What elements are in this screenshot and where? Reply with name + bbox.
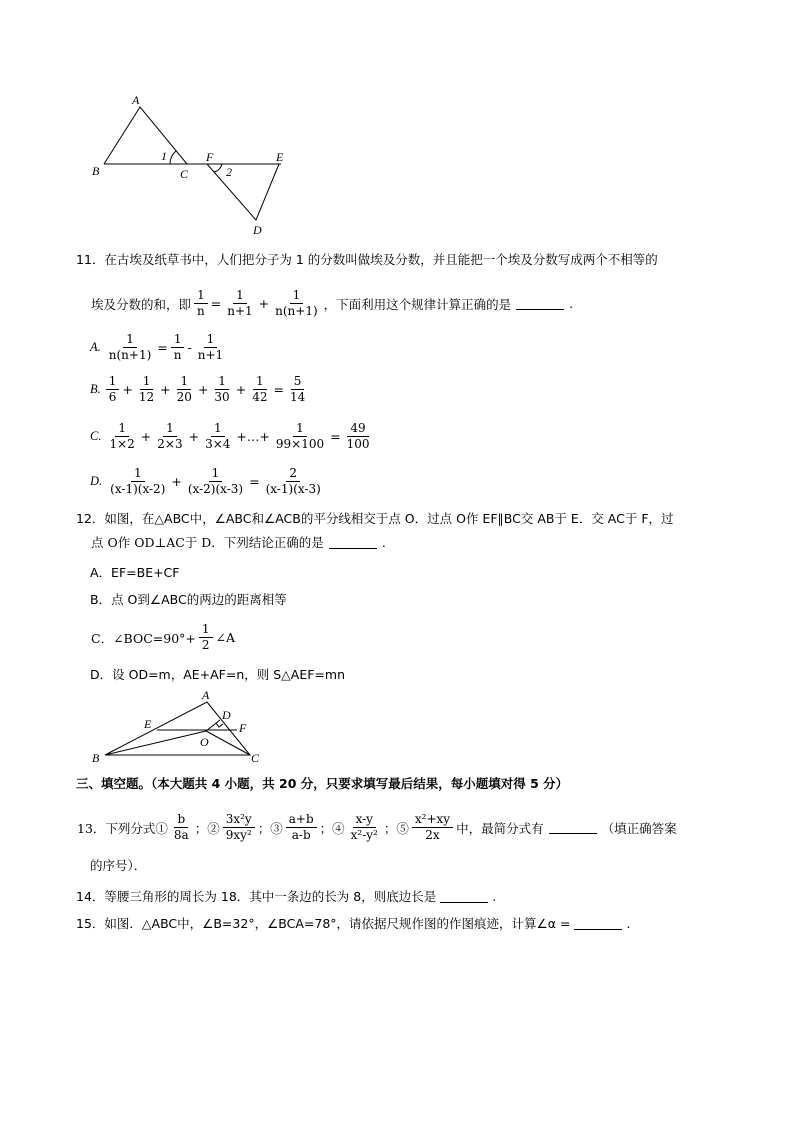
- math-text: ；⑤: [383, 820, 409, 836]
- math-text: =: [249, 474, 260, 489]
- q12-option-d: D．设 OD=m，AE+AF=n，则 S△AEF=mn: [90, 667, 346, 682]
- q15: [76, 914, 630, 932]
- option-label: C.: [90, 429, 102, 443]
- answer-blank[interactable]: [549, 821, 597, 834]
- denominator: 8a: [173, 828, 189, 842]
- answer-blank[interactable]: [516, 297, 564, 310]
- answer-blank[interactable]: [574, 917, 622, 930]
- denominator: n: [197, 304, 205, 318]
- q13-line2: 的序号）．: [90, 858, 147, 873]
- numerator: 3x²y: [223, 812, 255, 828]
- denominator: 99×100: [275, 437, 325, 451]
- q12-option-a: A．EF=BE+CF: [90, 565, 180, 580]
- denominator: n+1: [227, 304, 253, 318]
- fraction: [154, 421, 185, 452]
- math-text: .: [381, 534, 386, 550]
- fraction: [106, 421, 137, 452]
- denominator: 30: [214, 390, 230, 404]
- numerator: 2: [286, 466, 300, 482]
- figure-angles: [0, 0, 794, 240]
- fraction: [171, 812, 192, 843]
- fraction: [211, 374, 232, 405]
- numerator: 1: [199, 622, 213, 638]
- denominator: 1×2: [109, 437, 135, 451]
- fraction: [195, 332, 226, 363]
- q12-option-c: [90, 622, 236, 653]
- math-text: .: [569, 296, 574, 311]
- fraction: [224, 288, 255, 319]
- denominator: 2×3: [157, 437, 183, 451]
- q12-line2: [90, 533, 387, 551]
- q14: [76, 887, 496, 905]
- q15-end: .: [626, 915, 631, 931]
- fraction: [106, 374, 120, 405]
- math-text: ∠A: [215, 630, 236, 645]
- denominator: 100: [346, 437, 370, 451]
- fraction: [273, 421, 327, 452]
- label-E: E: [144, 717, 152, 731]
- math-text: =: [210, 296, 222, 311]
- denominator: n(n+1): [275, 304, 318, 318]
- fraction: [107, 466, 168, 497]
- numerator: 1: [106, 374, 120, 390]
- math-text: =: [330, 429, 341, 444]
- fraction: [272, 288, 321, 319]
- fraction: [199, 622, 213, 653]
- q12-option-b: B．点 O到∠ABC的两边的距离相等: [90, 592, 287, 607]
- fraction: [287, 374, 308, 405]
- denominator: a-b: [291, 828, 311, 842]
- denominator: 2x: [425, 828, 440, 842]
- label-D: D: [253, 223, 262, 237]
- numerator: 1: [293, 421, 307, 437]
- denominator: 6: [108, 390, 117, 404]
- q12-line1: 12．如图，在△ABC中，∠ABC和∠ACB的平分线相交于点 O．过点 O作 EF∥BC交 AB于 E．交 AC于 F，过: [76, 511, 674, 526]
- denominator: (x-1)(x-3): [265, 482, 321, 496]
- math-text: +: [171, 474, 182, 489]
- label-A: A: [202, 688, 210, 702]
- math-text: ；②: [194, 820, 220, 836]
- fraction: [249, 374, 270, 405]
- numerator: 1: [177, 374, 191, 390]
- label-F: F: [239, 721, 247, 735]
- denominator: 20: [176, 390, 192, 404]
- numerator: 1: [194, 288, 208, 304]
- q11-option-c: [90, 421, 375, 452]
- math-text: C．∠BOC=90°+: [91, 630, 196, 646]
- numerator: 1: [115, 421, 129, 437]
- q11-line1: 11．在古埃及纸草书中，人们把分子为 1 的分数叫做埃及分数，并且能把一个埃及分数写成两个不相等的: [76, 252, 658, 267]
- angle-2-label: 2: [226, 165, 232, 179]
- numerator: 1: [131, 466, 145, 482]
- numerator: x²+xy: [412, 812, 453, 828]
- denominator: n(n+1): [108, 348, 152, 362]
- label-C: C: [180, 167, 189, 181]
- denominator: 9xy²: [225, 828, 252, 842]
- numerator: 1: [211, 421, 225, 437]
- denominator: (x-2)(x-3): [187, 482, 244, 496]
- label-D: D: [222, 708, 231, 722]
- numerator: 5: [291, 374, 305, 390]
- math-text: +: [122, 382, 133, 397]
- label-O: O: [200, 735, 209, 749]
- numerator: 1: [171, 332, 185, 348]
- numerator: 1: [123, 332, 137, 348]
- denominator: 2: [201, 638, 210, 652]
- denominator: n+1: [197, 348, 224, 362]
- label-F: F: [206, 150, 214, 164]
- fraction: [344, 421, 373, 452]
- denominator: 12: [138, 390, 155, 404]
- denominator: x²-y²: [350, 828, 378, 842]
- math-text: 中，最简分式有: [456, 820, 544, 836]
- math-text: （填正确答案: [601, 820, 677, 836]
- denominator: 14: [289, 390, 306, 404]
- numerator: 1: [209, 466, 223, 482]
- q13-line1: [76, 812, 678, 843]
- numerator: x-y: [353, 812, 376, 828]
- math-text: +: [160, 382, 171, 397]
- q14-end: .: [492, 888, 497, 904]
- q11-option-b: [90, 374, 310, 405]
- label-E: E: [276, 150, 284, 164]
- fraction: [412, 812, 453, 843]
- math-text: ；④: [319, 820, 345, 836]
- math-text: +: [235, 382, 247, 397]
- q11-option-a: [90, 332, 228, 363]
- option-label: B.: [90, 382, 101, 396]
- angle-1-label: 1: [161, 149, 167, 163]
- answer-blank[interactable]: [440, 890, 488, 903]
- label-B: B: [92, 164, 100, 178]
- denominator: n: [173, 348, 182, 362]
- math-text: 埃及分数的和，即: [91, 296, 192, 312]
- numerator: 1: [163, 421, 177, 437]
- fraction: [136, 374, 157, 405]
- answer-blank[interactable]: [329, 536, 377, 549]
- label-A: A: [132, 93, 140, 107]
- math-text: =: [273, 382, 284, 397]
- fraction: [223, 812, 255, 843]
- denominator: 42: [252, 390, 268, 404]
- fraction: [348, 812, 381, 843]
- numerator: 1: [233, 288, 247, 304]
- q11-line2: [90, 288, 574, 319]
- option-label: D.: [90, 474, 103, 488]
- math-text: 点 O作 OD⊥AC于 D．下列结论正确的是: [91, 535, 324, 550]
- math-text: 13．下列分式①: [77, 820, 168, 836]
- math-text: +: [188, 429, 200, 444]
- fraction: [106, 332, 155, 363]
- fraction: [286, 812, 317, 843]
- numerator: 1: [204, 332, 218, 348]
- denominator: 3×4: [205, 437, 231, 451]
- math-text: +: [140, 429, 152, 444]
- numerator: 1: [140, 374, 154, 390]
- figure-triangle-abc: [0, 680, 794, 770]
- q15-text: 15．如图．△ABC中，∠B=32°，∠BCA=78°，请依据尺规作图的作图痕迹，计算∠α =: [76, 916, 571, 931]
- fraction: [171, 332, 185, 363]
- fraction: [202, 421, 233, 452]
- math-text: =: [157, 340, 168, 355]
- denominator: (x-1)(x-2): [110, 482, 166, 496]
- q11-option-d: [90, 466, 326, 497]
- math-text: +: [197, 382, 209, 397]
- fraction: [194, 288, 208, 319]
- math-text: +: [258, 296, 270, 311]
- numerator: a+b: [286, 812, 317, 828]
- numerator: 49: [347, 421, 368, 437]
- q14-text: 14．等腰三角形的周长为 18．其中一条边的长为 8，则底边长是: [76, 889, 437, 904]
- math-text: +…+: [236, 429, 270, 444]
- fraction: [263, 466, 324, 497]
- numerator: 1: [290, 288, 304, 304]
- numerator: b: [174, 812, 188, 828]
- section-3-heading: 三、填空题。（本大题共 4 小题，共 20 分，只要求填写最后结果，每小题填对得 5 分）: [76, 776, 569, 791]
- numerator: 1: [253, 374, 267, 390]
- fraction: [185, 466, 246, 497]
- math-text: ，下面利用这个规律计算正确的是: [323, 296, 512, 312]
- label-C: C: [251, 751, 260, 765]
- math-text: ；③: [257, 820, 283, 836]
- option-label: A.: [90, 340, 101, 354]
- numerator: 1: [215, 374, 229, 390]
- math-text: -: [187, 340, 192, 355]
- label-B: B: [92, 751, 100, 765]
- fraction: [174, 374, 195, 405]
